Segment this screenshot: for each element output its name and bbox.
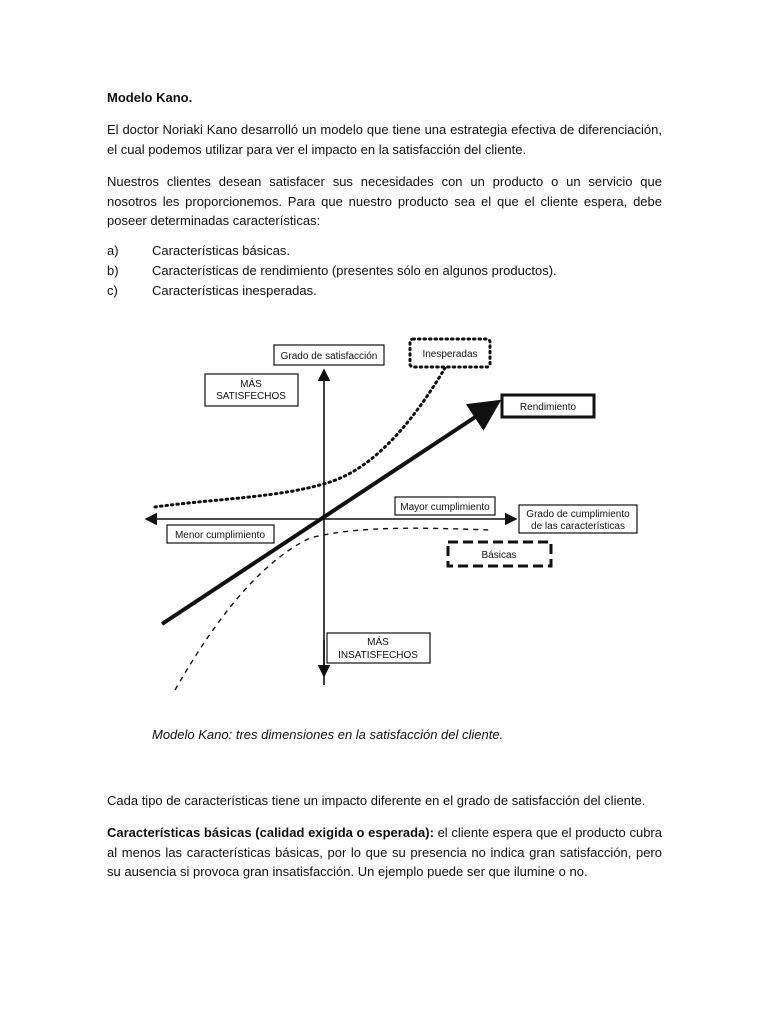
mayor-cumplimiento-label: Mayor cumplimiento [400,502,490,513]
kano-model-diagram [140,330,650,700]
mas-insatisfechos-label-2: INSATISFECHOS [338,650,418,661]
inesperadas-curve [155,368,445,507]
inesperadas-label: Inesperadas [422,349,478,360]
list-item [107,241,557,261]
list-marker: c) [107,283,118,298]
menor-cumplimiento-label: Menor cumplimiento [174,530,266,541]
grado-satisfaccion-label: Grado de satisfacción [280,351,378,362]
list-marker: a) [107,243,119,258]
grado-cumplimiento-label-2: de las características [531,521,625,532]
mas-insatisfechos-label-1: MÁS [367,637,389,648]
characteristics-list [107,241,557,301]
list-item-text: Características inesperadas. [152,283,317,298]
rendimiento-label: Rendimiento [519,402,577,413]
figure-caption: Modelo Kano: tres dimensiones en la satisfacción del cliente. [152,727,504,742]
list-item-text: Características de rendimiento (presentes sólo en algunos productos). [152,263,557,278]
document-title: Modelo Kano. [107,90,193,105]
list-item-text: Características básicas. [152,243,290,258]
paragraph-clients: Nuestros clientes desean satisfacer sus necesidades con un producto o un servicio que nosotros les proporcionemos. Para que nuestro producto sea el que el cliente espera, debe poseer determinadas características: [107,174,662,228]
list-item [107,261,557,281]
paragraph-intro: El doctor Noriaki Kano desarrolló un modelo que tiene una estrategia efectiva de diferenciación, el cual podemos utilizar para ver el impacto en la satisfacción del cliente. [107,122,662,157]
paragraph-impact: Cada tipo de características tiene un impacto diferente en el grado de satisfacción del cliente. [107,793,646,808]
paragraph-body: el cliente espera que el producto cubra al menos las características básicas, por lo que su presencia no indica gran satisfacción, pero su ausencia si provoca gran insatisfacción. Un ejemplo puede ser que ilumine o no. [107,825,662,879]
basicas-label: Básicas [481,550,517,561]
list-item [107,281,557,301]
grado-cumplimiento-label-1: Grado de cumplimiento [526,509,630,520]
basicas-curve [175,528,490,690]
list-marker: b) [107,263,119,278]
paragraph-basic-characteristics [107,823,662,882]
mas-satisfechos-label-2: SATISFECHOS [216,391,286,402]
paragraph-bold-lead: Características básicas (calidad exigida o esperada): [107,825,434,840]
mas-satisfechos-label-1: MÁS [240,379,262,390]
